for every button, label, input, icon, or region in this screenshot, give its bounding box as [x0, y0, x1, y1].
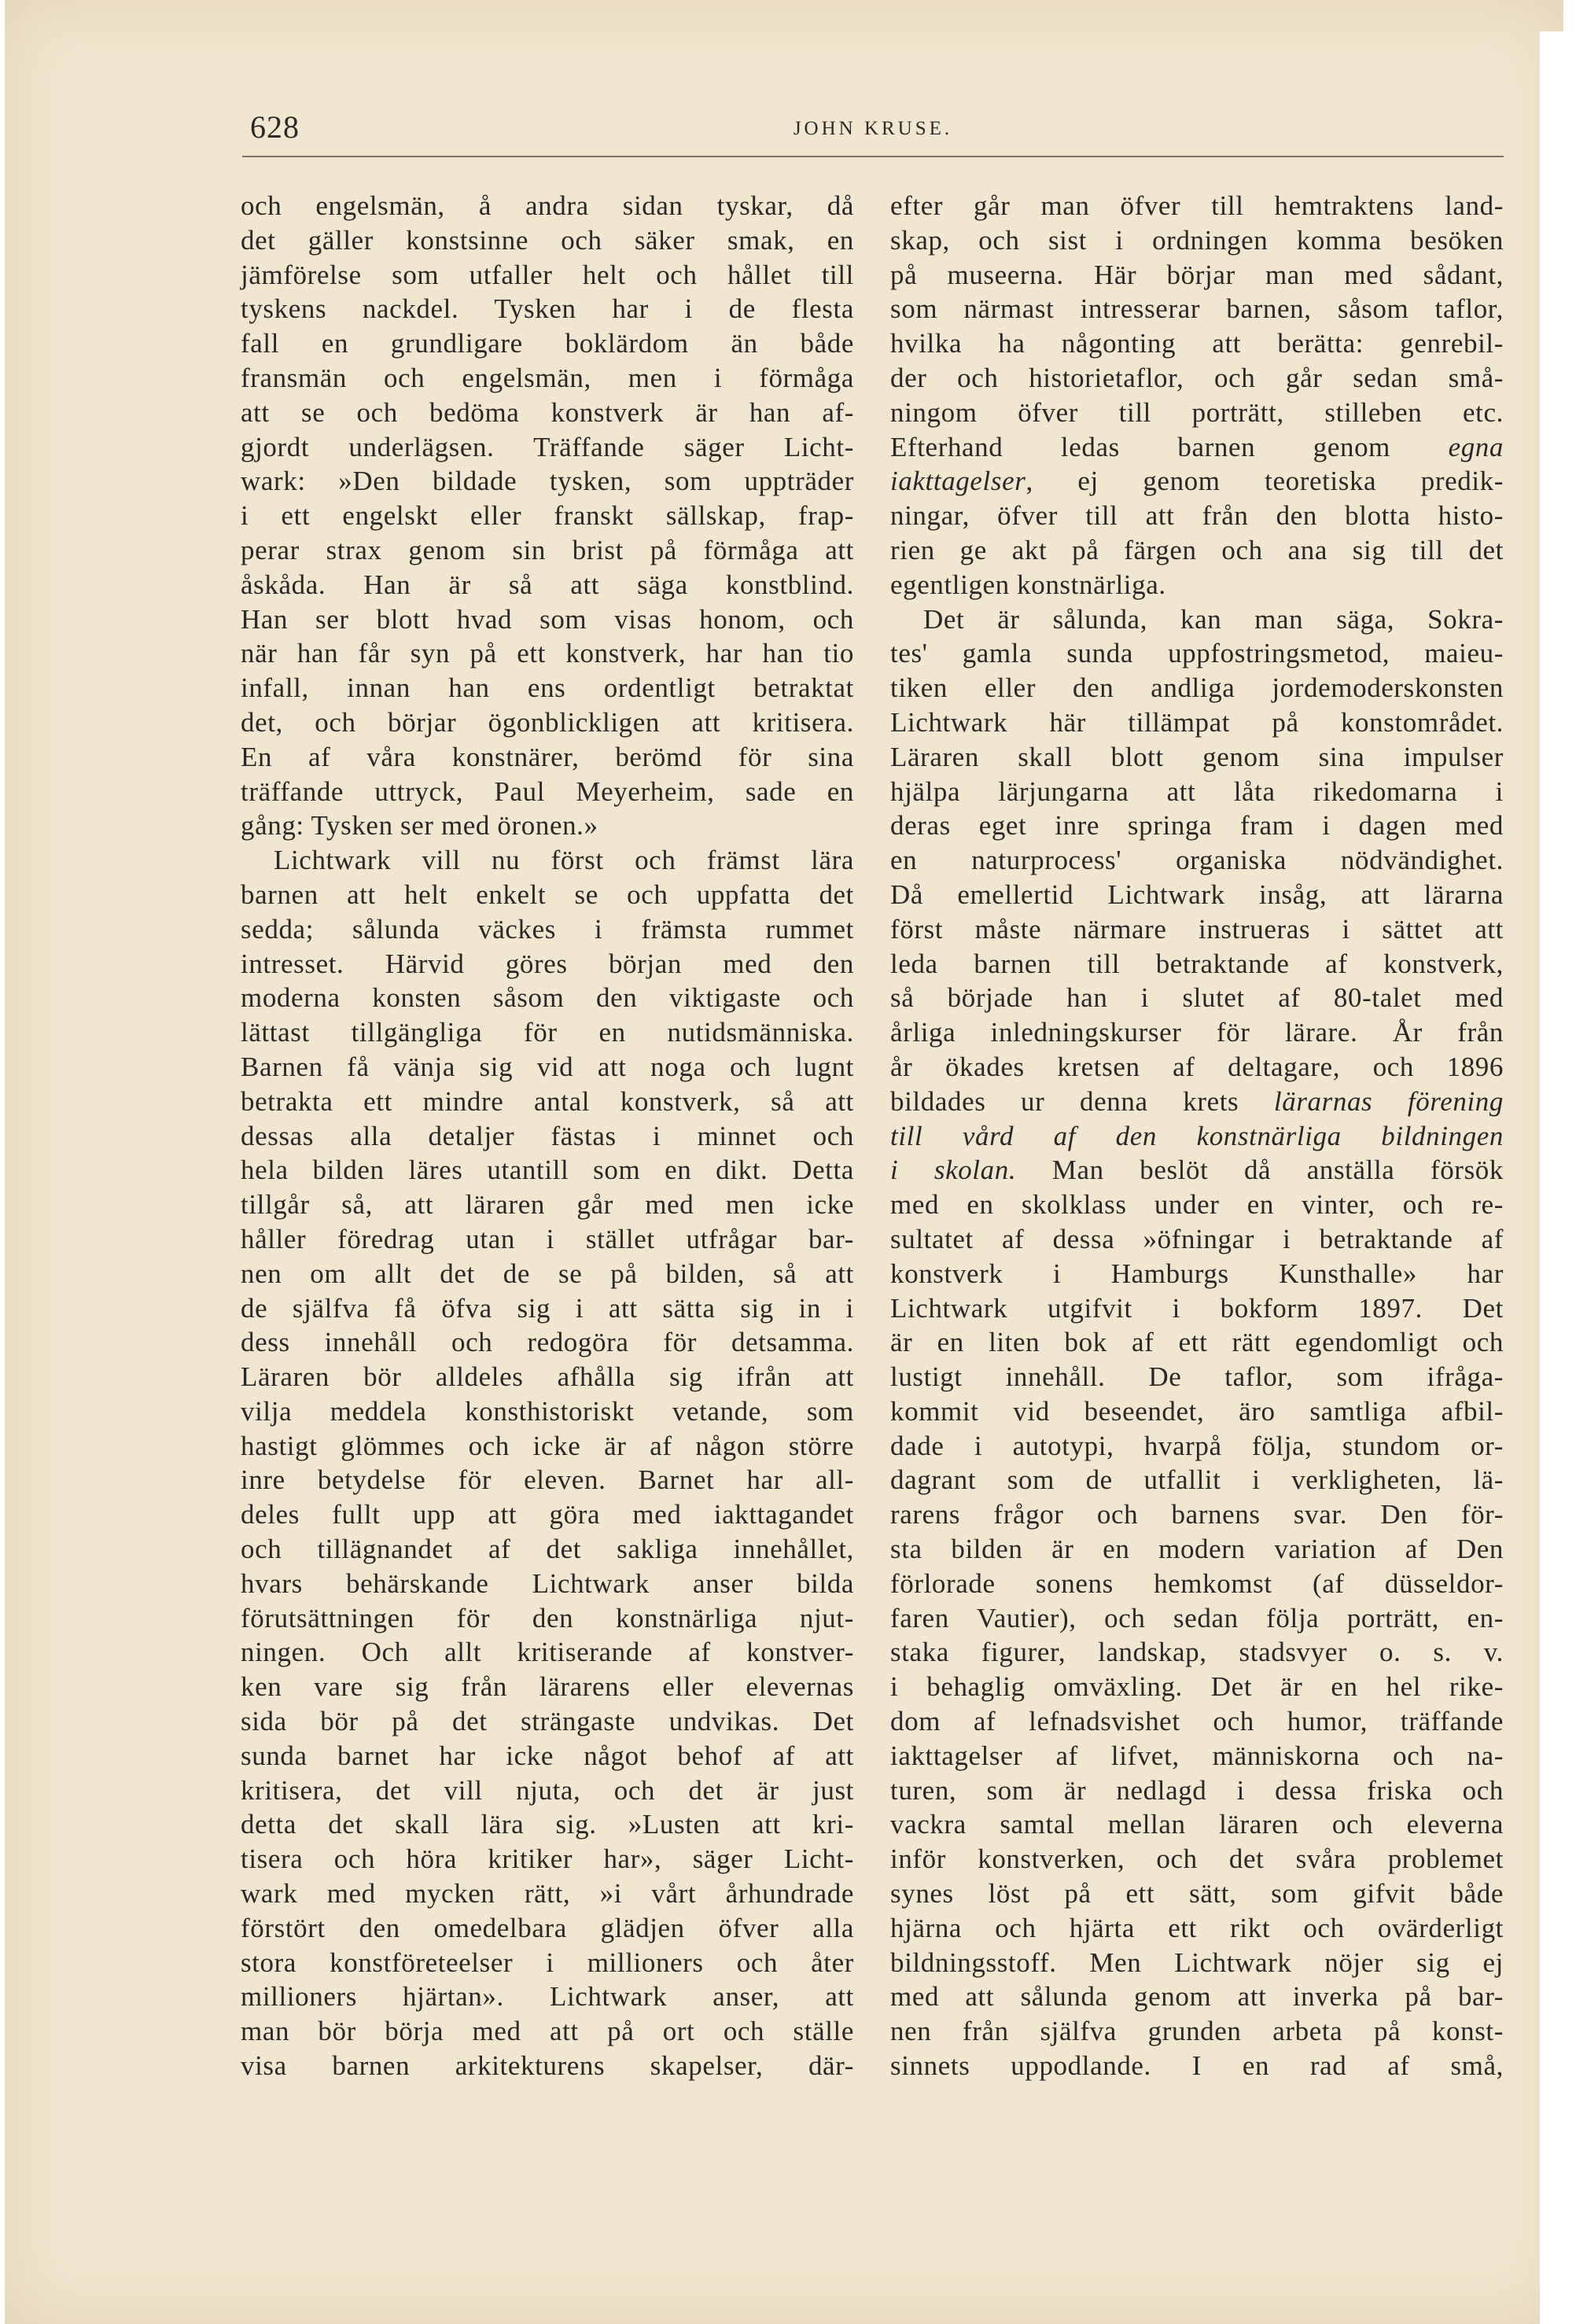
text-line: stora konstföreteelser i millioners och åter: [241, 1946, 854, 1978]
text-line: infall, innan han ens ordentligt betraktat: [241, 672, 854, 704]
text-line: Läraren skall blott genom sina impulser: [890, 741, 1504, 772]
text-line: [890, 464, 1504, 499]
scan-edge: [1540, 31, 1563, 2324]
text-line: dade i autotypi, hvarpå följa, stundom or-: [890, 1430, 1504, 1461]
text-line: i ett engelskt eller franskt sällskap, frap-: [241, 500, 854, 532]
text-line: tisera och höra kritiker har», säger Licht-: [241, 1843, 854, 1875]
text-line: är en liten bok af ett rätt egendomligt och: [890, 1327, 1504, 1358]
text-line: gång: Tysken ser med öronen.»: [241, 810, 598, 842]
text-line: ningen. Och allt kritiserande af konstver-: [241, 1637, 854, 1668]
text-line: hvilka ha någonting att berätta: genrebil-: [890, 328, 1504, 359]
running-title: JOHN KRUSE.: [793, 118, 953, 139]
text-line: förlorade sonens hemkomst (af düsseldor-: [890, 1567, 1504, 1599]
text-line: Lichtwark här tillämpat på konstområdet.: [890, 706, 1504, 738]
text-run: , ej genom teoretiska predik-: [1025, 466, 1504, 497]
text-line: Han ser blott hvad som visas honom, och: [241, 603, 854, 635]
text-line: sta bilden är en modern variation af Den: [890, 1534, 1504, 1565]
text-line: jämförelse som utfaller helt och hållet till: [241, 259, 854, 290]
text-line: [890, 430, 1504, 465]
italic-phrase: lärarnas förening: [1273, 1085, 1504, 1117]
text-line: staka figurer, landskap, stadsvyer o. s. v.: [890, 1637, 1504, 1668]
text-line: perar strax genom sin brist på förmåga att: [241, 534, 854, 565]
text-line: inre betydelse för eleven. Barnet har all-: [241, 1464, 854, 1496]
text-line: Då emellertid Lichtwark insåg, att lärarna: [890, 878, 1504, 910]
text-line: träffande uttryck, Paul Meyerheim, sade en: [241, 775, 854, 807]
text-line: hjärna och hjärta ett rikt och ovärderligt: [890, 1912, 1504, 1943]
italic-phrase: iakttagelser: [890, 466, 1026, 497]
text-line: med att sålunda genom att inverka på bar-: [890, 1981, 1504, 2013]
text-line: egentligen konstnärliga.: [890, 569, 1166, 600]
text-run: Efterhand ledas barnen genom: [890, 431, 1391, 462]
text-line: ningar, öfver till att från den blotta histo-: [890, 500, 1504, 532]
text-line: millioners hjärtan». Lichtwark anser, att: [241, 1981, 854, 2013]
text-line: och tillägnandet af det sakliga innehållet,: [241, 1534, 854, 1565]
text-line: det, och börjar ögonblickligen att kritisera.: [241, 706, 854, 738]
text-line: sida bör på det strängaste undvikas. Det: [241, 1706, 854, 1737]
text-line: sedda; sålunda väckes i främsta rummet: [241, 913, 854, 945]
text-line: moderna konsten såsom den viktigaste och: [241, 982, 854, 1014]
text-line: lustigt innehåll. De taflor, som ifråga-: [890, 1361, 1504, 1393]
text-line: intresset. Härvid göres början med den: [241, 948, 854, 979]
text-line: årliga inledningskurser för lärare. År från: [890, 1017, 1504, 1048]
text-line: sunda barnet har icke något behof af att: [241, 1740, 854, 1771]
text-line: lättast tillgängliga för en nutidsmänniska.: [241, 1017, 854, 1048]
text-line: rien ge akt på färgen och ana sig till det: [890, 534, 1504, 565]
text-line: hastigt glömmes och icke är af någon större: [241, 1430, 854, 1461]
text-line: Lichtwark utgifvit i bokform 1897. Det: [890, 1292, 1504, 1324]
text-run: bildades ur denna krets: [890, 1085, 1239, 1117]
text-line: och engelsmän, å andra sidan tyskar, då: [241, 190, 854, 221]
text-line: tillgår så, att läraren går med men icke: [241, 1189, 854, 1221]
page-sheet: [5, 0, 1563, 2324]
text-line: när han får syn på ett konstverk, har han tio: [241, 638, 854, 669]
text-line: med en skolklass under en vinter, och re-: [890, 1189, 1504, 1221]
text-line: de själfva få öfva sig i att sätta sig in i: [241, 1292, 854, 1324]
text-line: [890, 1085, 1504, 1119]
text-line: betrakta ett mindre antal konstverk, så att: [241, 1085, 854, 1117]
text-line: förstört den omedelbara glädjen öfver alla: [241, 1912, 854, 1943]
text-line: fall en grundligare boklärdom än både: [241, 328, 854, 359]
text-line: att se och bedöma konstverk är han af-: [241, 396, 854, 428]
text-line: ken vare sig från lärarens eller elevernas: [241, 1671, 854, 1703]
right-column: [890, 189, 1504, 2083]
text-line: detta det skall lära sig. »Lusten att kri-: [241, 1809, 854, 1840]
text-line: synes löst på ett sätt, som gifvit både: [890, 1878, 1504, 1910]
text-line: dess innehåll och redogöra för detsamma.: [241, 1327, 854, 1358]
text-line: rarens frågor och barnens svar. Den för-: [890, 1499, 1504, 1530]
text-line: håller föredrag utan i stället utfrågar bar-: [241, 1223, 854, 1254]
text-line: på museerna. Här börjar man med sådant,: [890, 259, 1504, 290]
text-line: skap, och sist i ordningen komma besöken: [890, 224, 1504, 256]
text-line: Det är sålunda, kan man säga, Sokra-: [923, 603, 1504, 635]
text-line: dom af lefnadsvishet och humor, träffande: [890, 1706, 1504, 1737]
text-line: tyskens nackdel. Tysken har i de flesta: [241, 293, 854, 325]
page-number: 628: [250, 109, 300, 145]
text-line: iakttagelser af lifvet, människorna och na-: [890, 1740, 1504, 1771]
text-line: man bör börja med att på ort och ställe: [241, 2016, 854, 2047]
text-line: hela bilden läres utantill som en dikt. Detta: [241, 1155, 854, 1186]
italic-phrase: i skolan.: [890, 1155, 1017, 1186]
text-line: deles fullt upp att göra med iakttagandet: [241, 1499, 854, 1530]
text-line: inför konstverken, och det svåra problemet: [890, 1843, 1504, 1875]
text-line: kommit vid beseendet, äro samtliga afbil-: [890, 1395, 1504, 1427]
text-line: till vård af den konstnärliga bildningen: [890, 1120, 1504, 1151]
text-line: sultatet af dessa »öfningar i betraktande af: [890, 1223, 1504, 1254]
text-run: Man beslöt då anställa försök: [1051, 1155, 1504, 1186]
text-line: Läraren bör alldeles afhålla sig ifrån att: [241, 1361, 854, 1393]
text-line: åskåda. Han är så att säga konstblind.: [241, 569, 854, 600]
text-line: gjordt underlägsen. Träffande säger Licht-: [241, 431, 854, 462]
text-line: förutsättningen för den konstnärliga njut-: [241, 1602, 854, 1633]
text-line: en naturprocess' organiska nödvändighet.: [890, 845, 1504, 876]
text-line: konstverk i Hamburgs Kunsthalle» har: [890, 1258, 1504, 1289]
text-line: kritisera, det vill njuta, och det är just: [241, 1774, 854, 1806]
text-line: wark: »Den bildade tysken, som uppträder: [241, 466, 854, 497]
text-line: hjälpa lärjungarna att låta rikedomarna i: [890, 775, 1504, 807]
text-line: det gäller konstsinne och säker smak, en: [241, 224, 854, 256]
text-line: turen, som är nedlagd i dessa friska och: [890, 1774, 1504, 1806]
text-line: dessas alla detaljer fästas i minnet och: [241, 1120, 854, 1151]
text-line: i behaglig omväxling. Det är en hel rike-: [890, 1671, 1504, 1703]
text-line: efter går man öfver till hemtraktens land-: [890, 190, 1504, 221]
text-line: [890, 1153, 1504, 1188]
text-line: år ökades kretsen af deltagare, och 1896: [890, 1051, 1504, 1082]
text-line: vilja meddela konsthistoriskt vetande, som: [241, 1395, 854, 1427]
text-line: sinnets uppodlande. I en rad af små,: [890, 2050, 1504, 2082]
text-line: tes' gamla sunda uppfostringsmetod, maieu-: [890, 638, 1504, 669]
text-line: nen från själfva grunden arbeta på konst-: [890, 2016, 1504, 2047]
text-line: fransmän och engelsmän, men i förmåga: [241, 362, 854, 393]
text-line: deras eget inre springa fram i dagen med: [890, 810, 1504, 842]
text-line: visa barnen arkitekturens skapelser, där-: [241, 2050, 854, 2082]
left-column: [241, 189, 854, 2083]
text-line: som närmast intresserar barnen, såsom taflor,: [890, 293, 1504, 325]
text-line: vackra samtal mellan läraren och eleverna: [890, 1809, 1504, 1840]
text-line: så började han i slutet af 80-talet med: [890, 982, 1504, 1014]
text-line: En af våra konstnärer, berömd för sina: [241, 741, 854, 772]
text-line: Barnen få vänja sig vid att noga och lugnt: [241, 1051, 854, 1082]
text-line: barnen att helt enkelt se och uppfatta det: [241, 878, 854, 910]
text-line: faren Vautier), och sedan följa porträtt, en-: [890, 1602, 1504, 1633]
text-line: nen om allt det de se på bilden, så att: [241, 1258, 854, 1289]
text-line: leda barnen till betraktande af konstverk,: [890, 948, 1504, 979]
italic-phrase: egna: [1448, 431, 1504, 462]
text-line: bildningsstoff. Men Lichtwark nöjer sig ej: [890, 1946, 1504, 1978]
text-line: dagrant som de utfallit i verkligheten, lä-: [890, 1464, 1504, 1496]
text-line: först måste närmare instrueras i sättet att: [890, 913, 1504, 945]
text-line: hvars behärskande Lichtwark anser bilda: [241, 1567, 854, 1599]
text-line: der och historietaflor, och går sedan små-: [890, 362, 1504, 393]
running-head: [242, 109, 1504, 157]
text-line: wark med mycken rätt, »i vårt århundrade: [241, 1878, 854, 1910]
text-line: tiken eller den andliga jordemoderskonsten: [890, 672, 1504, 704]
text-line: Lichtwark vill nu först och främst lära: [274, 845, 854, 876]
text-line: ningom öfver till porträtt, stilleben etc.: [890, 396, 1504, 428]
